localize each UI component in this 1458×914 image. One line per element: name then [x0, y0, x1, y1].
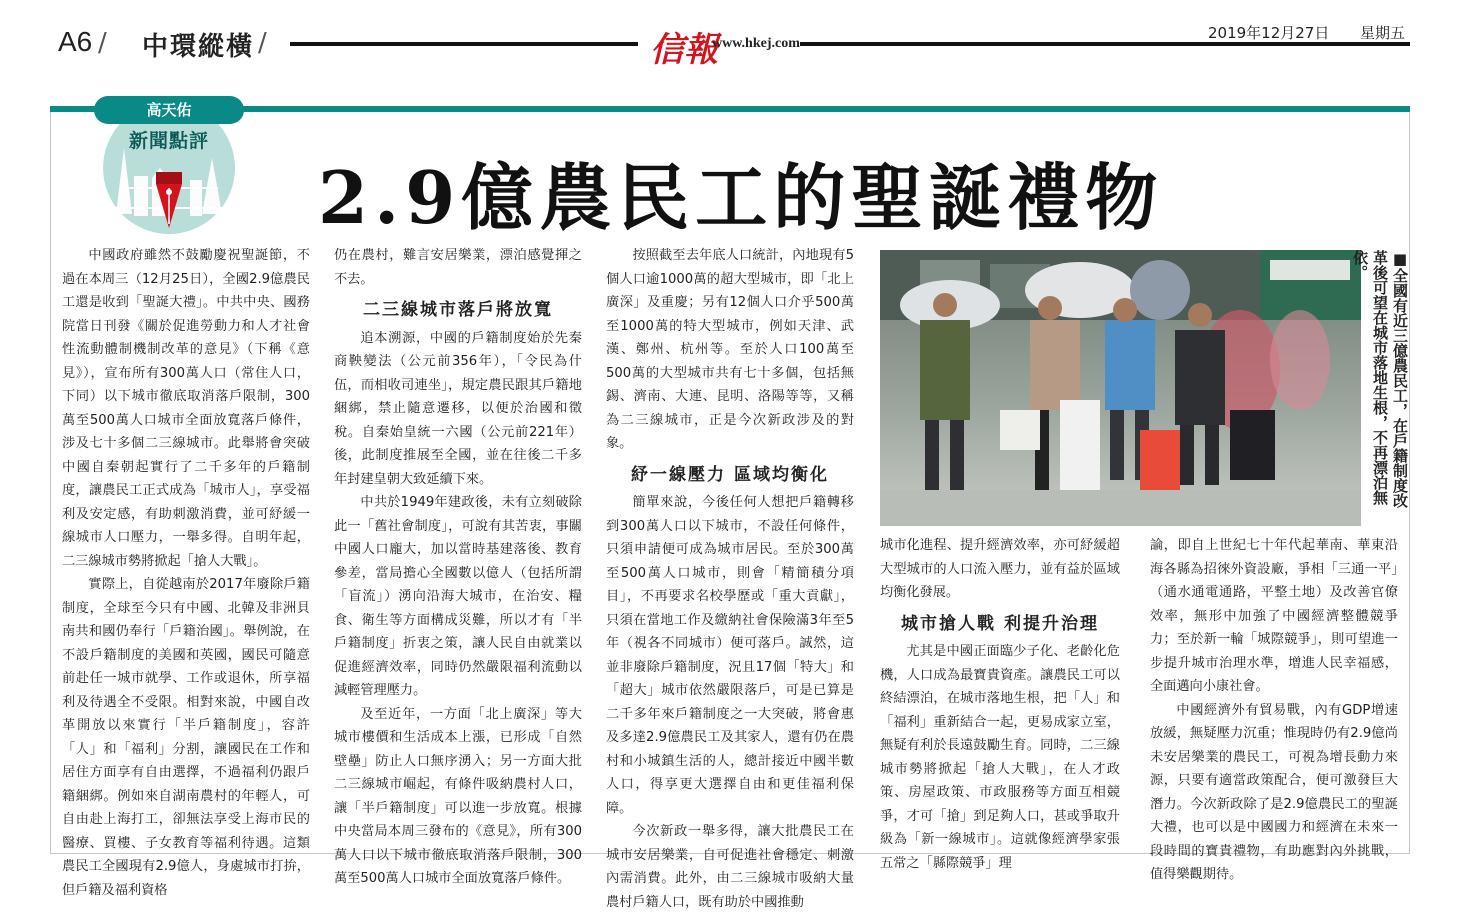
headline: 2.9億農民工的聖誕禮物 — [318, 155, 1164, 240]
paragraph: 中國經濟外有貿易戰，內有GDP增速放緩，無疑壓力沉重；惟現時仍有2.9億尚未安居樂業的農民工，可視為增長動力來源，只要有適當政策配合，便可激發巨大潛力。今次新政除了是2.9億農民工的聖誕大禮，也可以是中國國力和經濟在未來一段時間的寶貴禮物，有助應對內外挑戰，值得樂觀期待。 — [1150, 702, 1398, 882]
subheading: 二三線城市落戶將放寬 — [363, 300, 553, 320]
paragraph: 尤其是中國正面臨少子化、老齡化危機，人口成為最寶貴資產。讓農民工可以終結漂泊，在城市落地生根，把「人」和「福利」重新結合一起，更易成家立室，無疑有利於長遠鼓勵生育。同時，二三線城市勢將掀起「搶人大戰」，在人才政策、房屋政策、市政服務等方面互相競爭，才可「搶」到足夠人口，甚或爭取升級為「新一線城市」。這就像經濟學家張五常之「縣際競爭」理 — [880, 644, 1120, 871]
column-name: 新聞點評 — [128, 130, 209, 152]
page-number: A6 — [58, 26, 93, 57]
paragraph: 中共於1949年建政後，未有立刻破除此一「舊社會制度」，可說有其苦衷，事關中國人口龐大，加以當時基建落後、教育參差，當局擔心全國數以億人（包括所謂「盲流」）湧向沿海大城市，在治安、糧食、衛生等方面構成災難，所以才有「半戶籍制度」折衷之策，讓人民自由就業以促進經濟效率，同時仍然嚴限福利流動以減輕管理壓力。 — [334, 495, 582, 698]
paragraph: 城市化進程、提升經濟效率，亦可紓緩超大型城市的人口流入壓力，並有益於區域均衡化發展。 — [880, 538, 1120, 600]
paragraph: 仍在農村，難言安居樂業，漂泊感覺揮之不去。 — [334, 248, 582, 287]
divider-slash: / — [98, 28, 107, 58]
photo-caption: ■全國有近三億農民工，在戶籍制度改革後可望在城市落地生根，不再漂泊無依。 — [1351, 250, 1409, 508]
paragraph: 及至近年，一方面「北上廣深」等大城市樓價和生活成本上漲，已形成「自然壁壘」防止人口無序湧入；另一方面大批二三線城市崛起，有條件吸納農村人口，讓「半戶籍制度」可以進一步放寬。根據中央當局本周三發布的《意見》，所有300萬人口以下城市徹底取消落戶限制，300萬至500萬人口城市全面放寬落戶條件。 — [334, 706, 582, 886]
paragraph: 論，即自上世紀七十年代起華南、華東沿海各縣為招徠外資設廠，爭相「三通一平」（通水通電通路，平整土地）及改善官僚效率，無形中加強了中國經濟整體競爭力；至於新一輪「城際競爭」，則可望進一步提升城市治理水準，增進人民幸福感，全面邁向小康社會。 — [1150, 538, 1398, 694]
article-column-3 — [606, 244, 854, 914]
article-top-rule — [50, 106, 1410, 112]
migrant-workers-photo — [880, 250, 1361, 526]
subheading: 城市搶人戰 利提升治理 — [901, 613, 1099, 634]
issue-weekday: 星期五 — [1360, 24, 1406, 42]
article-column-2 — [334, 244, 582, 891]
paragraph: 中國政府雖然不鼓勵慶祝聖誕節，不過在本周三（12月25日），全國2.9億農民工還是收到「聖誕大禮」。中共中央、國務院當日刊發《關於促進勞動力和人才社會性流動體制機制改革的意見》（下稱《意見》），宣布所有300萬人口（常住人口，下同）以下城市徹底取消落戶限制，300萬至500萬人口城市全面放寬落戶條件，涉及七十多個二三線城市。此舉將會突破中國自秦朝起實行了二千多年的戶籍制度，讓農民工正式成為「城市人」，享受福利及安定感，有助刺激消費，並可紓緩一線城市人口壓力，一舉多得。自明年起，二三線城市勢將掀起「搶人大戰」。 — [62, 248, 310, 569]
article-column-5 — [1150, 534, 1398, 887]
article-column-1 — [62, 244, 310, 902]
masthead — [0, 0, 1458, 70]
divider-slash: / — [258, 28, 267, 58]
columnist-name: 高天佑 — [146, 101, 192, 119]
subheading: 紓一線壓力 區域均衡化 — [631, 464, 829, 485]
section-title: 中環縱橫 — [142, 32, 255, 62]
paragraph: 按照截至去年底人口統計，內地現有5個人口逾1000萬的超大型城市，即「北上廣深」及重慶；另有12個人口介乎500萬至1000萬的特大型城市，例如天津、武漢、鄭州、杭州等。至於人口100萬至500萬的大型城市共有七十多個，包括無錫、濟南、大連、昆明、洛陽等等，又稱為二三線城市，正是今次新政涉及的對象。 — [606, 248, 854, 451]
paragraph: 追本溯源，中國的戶籍制度始於先秦商鞅變法（公元前356年），「令民為什伍，而相收司連坐」，規定農民跟其戶籍地綑綁，禁止隨意遷移，以便於治國和徵稅。自秦始皇統一六國（公元前221年）後，此制度推展至全國，並在往後二千多年封建皇朝大致延續下來。 — [334, 330, 582, 487]
news-photo — [880, 250, 1361, 526]
paragraph: 今次新政一舉多得，讓大批農民工在城市安居樂業，自可促進社會穩定、刺激內需消費。此外，由二三線城市吸納大量農村戶籍人口，既有助於中國推動 — [606, 824, 854, 910]
paragraph: 實際上，自從越南於2017年廢除戶籍制度，全球至今只有中國、北韓及非洲貝南共和國仍奉行「戶籍治國」。舉例說，在不設戶籍制度的美國和英國，國民可隨意前赴任一城市就學、工作或退休，所享福利及待遇全不受限。相對來說，中國自改革開放以來實行「半戶籍制度」，容許「人」和「福利」分割，讓國民在工作和居住方面享有自由選擇，不過福利仍跟戶籍綑綁。例如來自湖南農村的年輕人，可自由赴上海打工，卻無法享受上海市民的醫療、買樓、子女教育等福利待遇。這類農民工全國現有2.9億人，身處城市打拚，但戶籍及福利資格 — [62, 577, 310, 898]
issue-date: 2019年12月27日 — [1208, 24, 1330, 42]
article-column-4 — [880, 534, 1120, 875]
logo: 信報 — [650, 30, 718, 70]
header-rule-left — [290, 42, 638, 46]
site-url: www.hkej.com — [712, 36, 800, 51]
column-emblem — [94, 88, 244, 236]
paragraph: 簡單來說，今後任何人想把戶籍轉移到300萬人口以下城市，不設任何條件，只須申請便可成為城市居民。至於300萬至500萬人口城市，則會「精簡積分項目」，不再要求名校學歷或「重大貢獻」，只須在當地工作及繳納社會保險滿3年至5年（視各不同城市）便可落戶。誠然，這並非廢除戶籍制度，況且17個「特大」和「超大」城市依然嚴限落戶，可是已算是二千多年來戶籍制度之一大突破，將會惠及多達2.9億農民工及其家人，還有仍在農村和小城鎮生活的人，總計接近中國半數人口，得享更大選擇自由和更佳福利保障。 — [606, 495, 854, 816]
